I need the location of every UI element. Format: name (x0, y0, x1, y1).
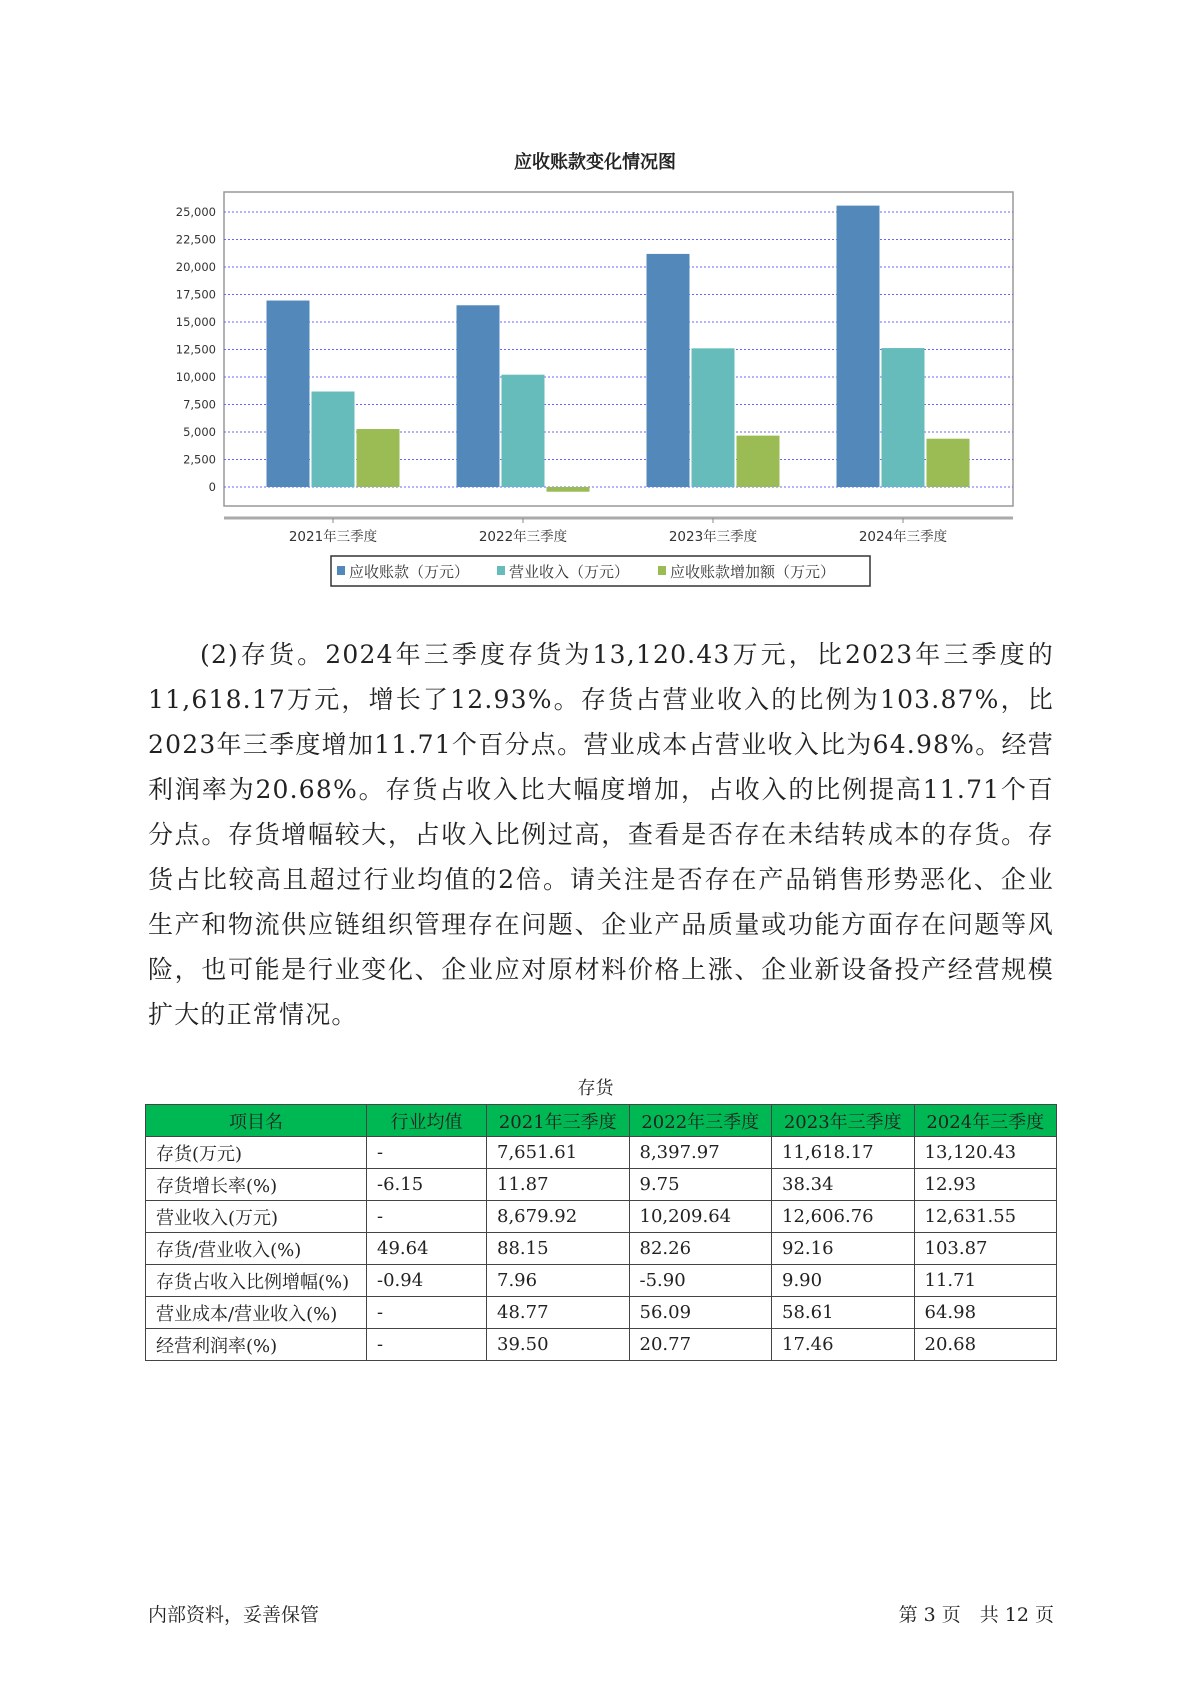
table-row (146, 1169, 1057, 1201)
table-cell: 8,679.92 (487, 1201, 630, 1233)
y-tick-label: 15,000 (175, 315, 216, 329)
table-cell: 9.90 (772, 1265, 915, 1297)
y-tick-label: 0 (208, 480, 216, 494)
table-cell: 20.68 (914, 1329, 1057, 1361)
bar-1 (267, 301, 310, 487)
header-cell: 2024年三季度 (914, 1105, 1057, 1137)
table-cell: 64.98 (914, 1297, 1057, 1329)
table-cell: 103.87 (914, 1233, 1057, 1265)
header-cell: 2021年三季度 (487, 1105, 630, 1137)
y-tick-label: 12,500 (175, 342, 216, 357)
legend-swatch (497, 566, 505, 575)
table-row (146, 1265, 1057, 1297)
table-cell: -5.90 (629, 1265, 772, 1297)
header-cell: 行业均值 (367, 1105, 487, 1137)
footer-page-number: 第 3 页 共 12 页 (898, 1604, 1054, 1626)
table-cell: 11.71 (914, 1265, 1057, 1297)
legend-label: 应收账款增加额（万元） (670, 563, 836, 581)
table-cell: 49.64 (367, 1233, 487, 1265)
table-cell: 92.16 (772, 1233, 915, 1265)
table-cell: 8,397.97 (629, 1137, 772, 1169)
receivables-bar-chart (0, 0, 1191, 620)
table-cell: 经营利润率(%) (146, 1329, 367, 1361)
bar-2 (692, 348, 735, 487)
x-tick-label: 2024年三季度 (858, 529, 948, 545)
inventory-analysis-paragraph: (2)存货。2024年三季度存货为13,120.43万元，比2023年三季度的11,618.17万元，增长了12.93%。存货占营业收入的比例为103.87%，比2023年三季度增加11.71个百分点。营业成本占营业收入比为64.98%。经营利润率为20.68%。存货占收入比大幅度增加，占收入的比例提高11.71个百分点。存货增幅较大，占收入比例过高，查看是否存在未结转成本的存货。存货占比较高且超过行业均值的2倍。请关注是否存在产品销售形势恶化、企业生产和物流供应链组织管理存在问题、企业产品质量或功能方面存在问题等风险，也可能是行业变化、企业应对原材料价格上涨、企业新设备投产经营规模扩大的正常情况。 (148, 640, 1054, 1029)
table-cell: 存货增长率(%) (146, 1169, 367, 1201)
table-cell: 56.09 (629, 1297, 772, 1329)
table-cell: 7.96 (487, 1265, 630, 1297)
table-cell: -0.94 (367, 1265, 487, 1297)
table-row (146, 1137, 1057, 1169)
table-cell: 存货/营业收入(%) (146, 1233, 367, 1265)
table-cell: 12,606.76 (772, 1201, 915, 1233)
y-tick-label: 2,500 (183, 452, 216, 467)
bar-2 (882, 348, 925, 487)
y-tick-label: 20,000 (175, 260, 216, 274)
x-tick-label: 2021年三季度 (288, 529, 378, 545)
bar-1 (457, 305, 500, 487)
table-cell: 13,120.43 (914, 1137, 1057, 1169)
table-row (146, 1233, 1057, 1265)
bar-1 (647, 254, 690, 487)
table-row (146, 1201, 1057, 1233)
chart-title: 应收账款变化情况图 (514, 152, 676, 173)
table-cell: -6.15 (367, 1169, 487, 1201)
legend-swatch (658, 566, 666, 575)
bar-2 (312, 392, 355, 487)
table-row (146, 1329, 1057, 1361)
y-tick-label: 7,500 (183, 397, 216, 412)
legend-label: 营业收入（万元） (509, 563, 630, 581)
table-cell: - (367, 1329, 487, 1361)
table-cell: 11,618.17 (772, 1137, 915, 1169)
bar-3 (547, 487, 590, 492)
x-tick-label: 2023年三季度 (668, 529, 758, 545)
table-cell: 存货(万元) (146, 1137, 367, 1169)
table-header-row (146, 1105, 1057, 1137)
table-cell: 营业成本/营业收入(%) (146, 1297, 367, 1329)
table-row (146, 1297, 1057, 1329)
footer-confidential: 内部资料，妥善保管 (148, 1604, 320, 1626)
y-tick-label: 10,000 (175, 370, 216, 384)
table-cell: 20.77 (629, 1329, 772, 1361)
legend-label: 应收账款（万元） (349, 563, 470, 581)
table-cell: 营业收入(万元) (146, 1201, 367, 1233)
table-cell: 48.77 (487, 1297, 630, 1329)
table-cell: 10,209.64 (629, 1201, 772, 1233)
header-cell: 2023年三季度 (772, 1105, 915, 1137)
table-cell: 58.61 (772, 1297, 915, 1329)
bar-3 (927, 439, 970, 487)
header-cell: 2022年三季度 (629, 1105, 772, 1137)
header-cell: 项目名 (146, 1105, 367, 1137)
table-caption: 存货 (577, 1078, 614, 1099)
table-cell: 7,651.61 (487, 1137, 630, 1169)
table-cell: - (367, 1297, 487, 1329)
table-cell: 82.26 (629, 1233, 772, 1265)
table-cell: 88.15 (487, 1233, 630, 1265)
bar-1 (837, 206, 880, 487)
table-cell: 9.75 (629, 1169, 772, 1201)
y-tick-label: 17,500 (175, 287, 216, 302)
y-tick-label: 22,500 (175, 232, 216, 247)
bar-3 (737, 436, 780, 487)
y-tick-label: 5,000 (183, 425, 216, 439)
table-cell: 11.87 (487, 1169, 630, 1201)
table-cell: - (367, 1137, 487, 1169)
table-cell: 17.46 (772, 1329, 915, 1361)
table-cell: 12,631.55 (914, 1201, 1057, 1233)
bar-2 (502, 375, 545, 487)
table-cell: 38.34 (772, 1169, 915, 1201)
table-cell: 39.50 (487, 1329, 630, 1361)
table-cell: 12.93 (914, 1169, 1057, 1201)
inventory-table (145, 1104, 1057, 1361)
table-cell: - (367, 1201, 487, 1233)
bar-3 (357, 429, 400, 487)
legend-swatch (337, 566, 345, 575)
y-tick-label: 25,000 (175, 205, 216, 219)
table-cell: 存货占收入比例增幅(%) (146, 1265, 367, 1297)
x-tick-label: 2022年三季度 (478, 529, 568, 545)
